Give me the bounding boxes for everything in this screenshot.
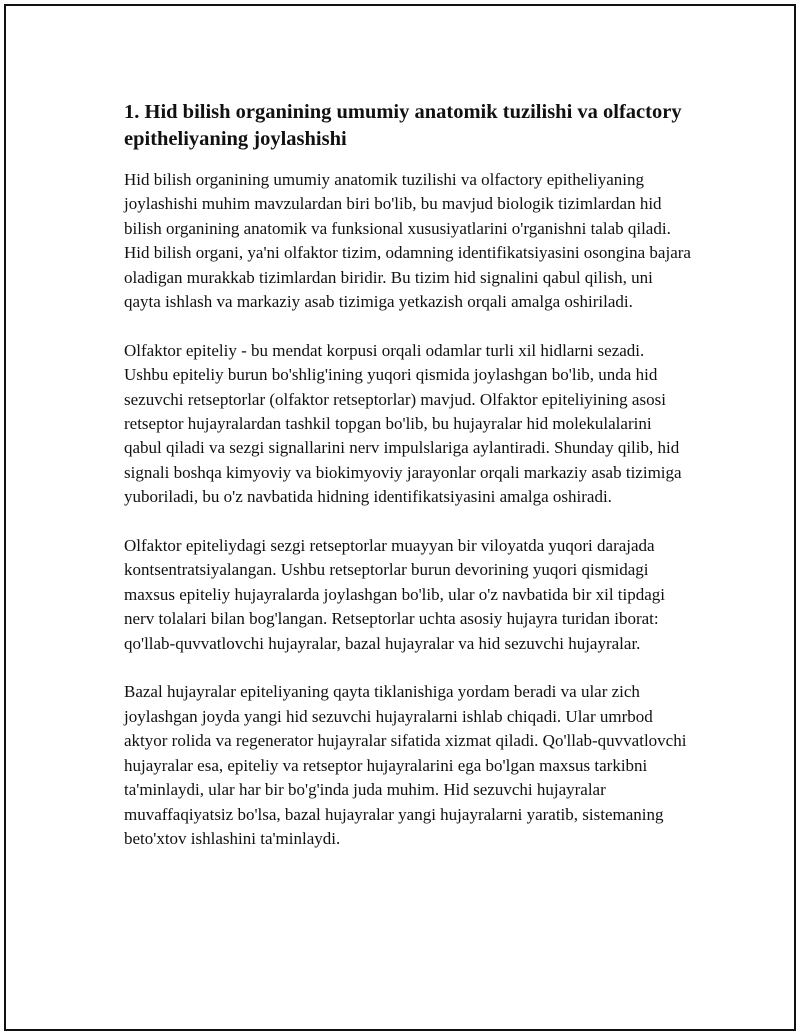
paragraph-4: Bazal hujayralar epiteliyaning qayta tiklanishiga yordam beradi va ular zich joylashgan joyda yangi hid sezuvchi hujayralarni ishlab chiqadi. Ular umrbod aktyor rolida va regenerator hujayralar sifatida xizmat qiladi. Qo'llab-quvvatlovchi hujayralar esa, epiteliy va retseptor hujayralarini ega bo'lgan maxsus tarkibni ta'minlaydi, ular har bir bo'g'inda juda muhim. Hid sezuvchi hujayralar muvaffaqiyatsiz bo'lsa, bazal hujayralar yangi hujayralarni yaratib, sistemaning beto'xtov ishlashini ta'minlaydi. [124, 682, 687, 848]
paragraph-3: Olfaktor epiteliydagi sezgi retseptorlar muayyan bir viloyatda yuqori darajada kontsentratsiyalangan. Ushbu retseptorlar burun devorining yuqori qismidagi maxsus epiteliy hujayralarda joylashgan bo'lib, ular o'z navbatida bir xil tipdagi nerv tolalari bilan bog'langan. Retseptorlar uchta asosiy hujayra turidan iborat: qo'llab-quvvatlovchi hujayralar, bazal hujayralar va hid sezuvchi hujayralar. [124, 536, 666, 653]
page-frame [4, 4, 796, 1031]
paragraph-1: Hid bilish organining umumiy anatomik tuzilishi va olfactory epitheliyaning joylashishi muhim mavzulardan biri bo'lib, bu mavjud biologik tizimlardan hid bilish organining anatomik va funksional xususiyatlarini o'rganishni talab qiladi. Hid bilish organi, ya'ni olfaktor tizim, odamning identifikatsiyasini osongina bajara oladigan murakkab tizimlardan biridir. Bu tizim hid signalini qabul qilish, uni qayta ishlash va markaziy asab tizimiga yetkazish orqali amalga oshiriladi. [124, 170, 691, 312]
section-heading: 1. Hid bilish organining umumiy anatomik tuzilishi va olfactory epitheliyaning joylashishi [124, 101, 682, 150]
paragraph-2: Olfaktor epiteliy - bu mendat korpusi orqali odamlar turli xil hidlarni sezadi. Ushbu epiteliy burun bo'shlig'ining yuqori qismida joylashgan bo'lib, unda hid sezuvchi retseptorlar (olfaktor retseptorlar) mavjud. Olfaktor epiteliyining asosi retseptor hujayralardan tashkil topgan bo'lib, bu hujayralar hid molekulalarini qabul qiladi va sezgi signallarini nerv impulslariga aylantiradi. Shunday qilib, hid signali boshqa kimyoviy va biokimyoviy jarayonlar orqali markaziy asab tizimiga yuboriladi, bu o'z navbatida hidning identifikatsiyasini amalga oshiradi. [124, 340, 682, 507]
document-body [124, 99, 692, 876]
